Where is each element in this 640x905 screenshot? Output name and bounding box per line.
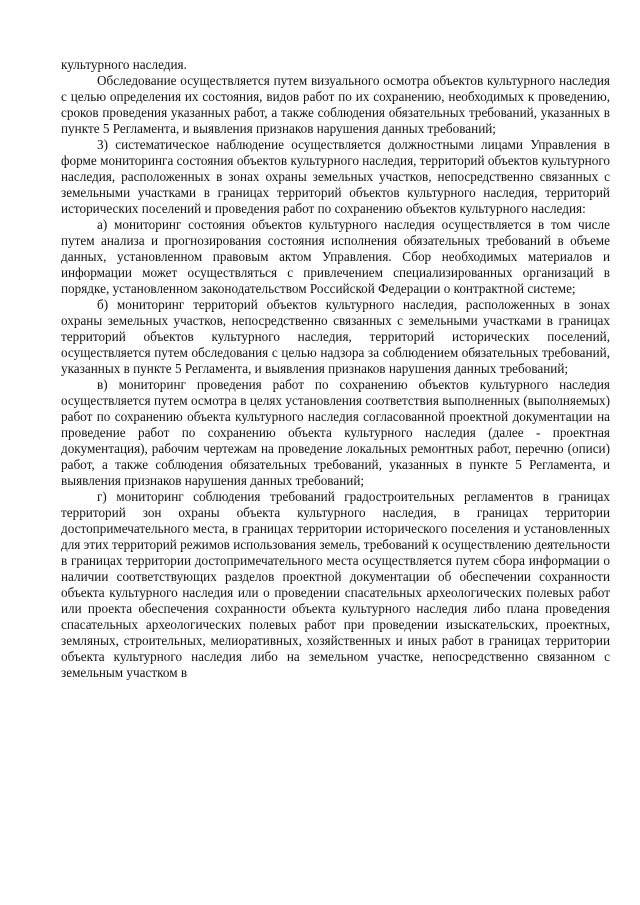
paragraph-inspection: Обследование осуществляется путем визуального осмотра объектов культурного наследия с целью определения их состояния, видов работ по их сохранению, необходимых к проведению, сроков проведения указанных работ, а также соблюдения обязательных требований, указанных в пункте 5 Регламента, и выявления признаков нарушения данных требований; [61, 73, 610, 136]
paragraph-item-b: б) мониторинг территорий объектов культурного наследия, расположенных в зонах охраны земельных участков, непосредственно связанных с земельными участками в границах территорий объектов культурного наследия, территорий исторических поселений, осуществляется путем обследования с целью надзора за соблюдением обязательных требований, указанных в пункте 5 Регламента, и выявления признаков нарушения данных требований; [61, 297, 610, 376]
document-page [61, 57, 610, 681]
paragraph-item-v: в) мониторинг проведения работ по сохранению объектов культурного наследия осуществляется путем осмотра в целях установления соответствия выполненных (выполняемых) работ по сохранению объекта культурного наследия согласованной проектной документации на проведение работ по сохранению объекта культурного наследия (далее - проектная документация), рабочим чертежам на проведение локальных ремонтных работ, перечню (описи) работ, а также соблюдения обязательных требований, указанных в пункте 5 Регламента, и выявления признаков нарушения данных требований; [61, 377, 610, 488]
paragraph-item-3: 3) систематическое наблюдение осуществляется должностными лицами Управления в форме мониторинга состояния объектов культурного наследия, территорий объектов культурного наследия, расположенных в зонах охраны земельных участков, непосредственно связанных с земельными участками в границах территорий объектов культурного наследия, территорий исторических поселений и проведения работ по сохранению объектов культурного наследия: [61, 137, 610, 216]
paragraph-item-g: г) мониторинг соблюдения требований градостроительных регламентов в границах территорий зон охраны объекта культурного наследия, в границах территории достопримечательного места, в границах территории исторического поселения и установленных для этих территорий режимов использования земель, требований к осуществлению деятельности в границах территории достопримечательного места осуществляется путем сбора информации о наличии соответствующих разделов проектной документации об обеспечении сохранности объекта культурного наследия или о проведении спасательных археологических полевых работ или проекта обеспечения сохранности объекта культурного наследия либо плана проведения спасательных археологических полевых работ при проведении изыскательских, проектных, земляных, строительных, мелиоративных, хозяйственных и иных работ в границах территории объекта культурного наследия либо на земельном участке, непосредственно связанном с земельным участком в [61, 489, 610, 680]
paragraph-continuation: культурного наследия. [61, 57, 187, 72]
paragraph-item-a: а) мониторинг состояния объектов культурного наследия осуществляется в том числе путем анализа и прогнозирования состояния исполнения обязательных требований в объеме данных, установленном правовым актом Управления. Сбор необходимых материалов и информации может осуществляться с привлечением специализированных организаций в порядке, установленном законодательством Российской Федерации о контрактной системе; [61, 217, 610, 296]
